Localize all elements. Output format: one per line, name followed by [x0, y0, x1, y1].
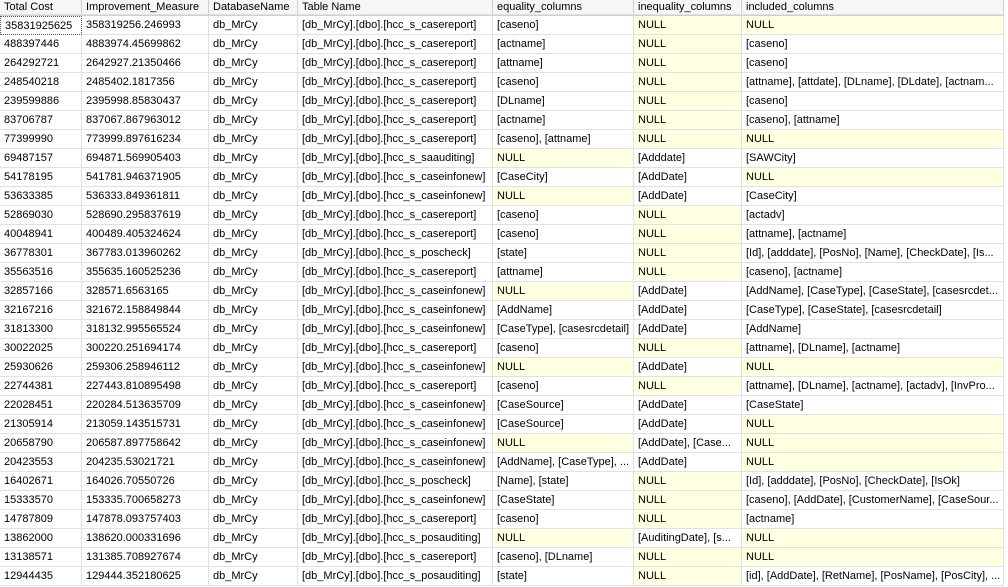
table-cell[interactable]: [AddDate]: [634, 301, 742, 320]
table-cell[interactable]: [attname]: [493, 54, 634, 73]
table-cell[interactable]: [db_MrCy].[dbo].[hcc_s_casereport]: [298, 263, 493, 282]
table-cell[interactable]: 40048941: [0, 225, 82, 244]
table-cell[interactable]: 16402671: [0, 472, 82, 491]
table-cell[interactable]: [caseno], [AddDate], [CustomerName], [CaseSour...: [742, 491, 1004, 510]
table-cell[interactable]: [AddDate]: [634, 415, 742, 434]
table-cell[interactable]: 83706787: [0, 111, 82, 130]
table-cell[interactable]: [attname], [DLname], [actname], [actadv], [InvPro...: [742, 377, 1004, 396]
table-cell[interactable]: [db_MrCy].[dbo].[hcc_s_caseinfonew]: [298, 187, 493, 206]
table-row[interactable]: [0, 54, 1004, 73]
table-cell[interactable]: [actadv]: [742, 206, 1004, 225]
table-cell[interactable]: NULL: [634, 472, 742, 491]
table-cell[interactable]: [caseno]: [493, 16, 634, 35]
table-cell[interactable]: 227443.810895498: [82, 377, 209, 396]
table-cell[interactable]: 138620.000331696: [82, 529, 209, 548]
table-cell[interactable]: db_MrCy: [209, 453, 298, 472]
table-row[interactable]: [0, 415, 1004, 434]
table-cell[interactable]: 36778301: [0, 244, 82, 263]
table-cell[interactable]: NULL: [634, 92, 742, 111]
table-cell[interactable]: [caseno], [attname]: [742, 111, 1004, 130]
table-row[interactable]: [0, 320, 1004, 339]
table-cell[interactable]: NULL: [634, 377, 742, 396]
table-cell[interactable]: 52869030: [0, 206, 82, 225]
table-cell[interactable]: [caseno]: [493, 339, 634, 358]
table-row[interactable]: [0, 168, 1004, 187]
table-row[interactable]: [0, 187, 1004, 206]
table-cell[interactable]: 358319256.246993: [82, 16, 209, 35]
table-cell[interactable]: [db_MrCy].[dbo].[hcc_s_caseinfonew]: [298, 301, 493, 320]
table-cell[interactable]: 53633385: [0, 187, 82, 206]
table-cell[interactable]: db_MrCy: [209, 282, 298, 301]
table-cell[interactable]: [attname]: [493, 263, 634, 282]
table-row[interactable]: [0, 491, 1004, 510]
table-cell[interactable]: [caseno]: [742, 35, 1004, 54]
table-cell[interactable]: db_MrCy: [209, 491, 298, 510]
table-cell[interactable]: [caseno]: [493, 377, 634, 396]
table-cell[interactable]: NULL: [742, 168, 1004, 187]
table-row[interactable]: [0, 453, 1004, 472]
table-cell[interactable]: [db_MrCy].[dbo].[hcc_s_casereport]: [298, 548, 493, 567]
table-cell[interactable]: 2395998.85830437: [82, 92, 209, 111]
table-cell[interactable]: db_MrCy: [209, 35, 298, 54]
table-cell[interactable]: NULL: [634, 111, 742, 130]
table-row[interactable]: [0, 396, 1004, 415]
table-cell[interactable]: 318132.995565524: [82, 320, 209, 339]
table-cell[interactable]: db_MrCy: [209, 301, 298, 320]
table-cell[interactable]: 206587.897758642: [82, 434, 209, 453]
table-cell[interactable]: NULL: [634, 263, 742, 282]
table-cell[interactable]: db_MrCy: [209, 548, 298, 567]
table-cell[interactable]: [db_MrCy].[dbo].[hcc_s_caseinfonew]: [298, 282, 493, 301]
table-cell[interactable]: db_MrCy: [209, 567, 298, 586]
column-header[interactable]: DatabaseName: [209, 0, 298, 15]
table-cell[interactable]: [attname], [attdate], [DLname], [DLdate], [actnam...: [742, 73, 1004, 92]
table-cell[interactable]: NULL: [634, 510, 742, 529]
table-row[interactable]: [0, 263, 1004, 282]
table-row[interactable]: [0, 73, 1004, 92]
table-cell[interactable]: NULL: [742, 548, 1004, 567]
table-cell[interactable]: NULL: [742, 130, 1004, 149]
table-cell[interactable]: [caseno], [DLname]: [493, 548, 634, 567]
table-row[interactable]: [0, 35, 1004, 54]
table-row[interactable]: [0, 358, 1004, 377]
table-cell[interactable]: db_MrCy: [209, 434, 298, 453]
table-row[interactable]: [0, 434, 1004, 453]
table-cell[interactable]: 31813300: [0, 320, 82, 339]
table-cell[interactable]: db_MrCy: [209, 168, 298, 187]
table-cell[interactable]: 400489.405324624: [82, 225, 209, 244]
table-cell[interactable]: [db_MrCy].[dbo].[hcc_s_saauditing]: [298, 149, 493, 168]
table-cell[interactable]: NULL: [634, 35, 742, 54]
table-row[interactable]: [0, 130, 1004, 149]
table-cell[interactable]: [db_MrCy].[dbo].[hcc_s_casereport]: [298, 206, 493, 225]
table-cell[interactable]: [AddName]: [493, 301, 634, 320]
table-cell[interactable]: 129444.352180625: [82, 567, 209, 586]
table-cell[interactable]: 2642927.21350466: [82, 54, 209, 73]
table-cell[interactable]: 837067.867963012: [82, 111, 209, 130]
table-cell[interactable]: 54178195: [0, 168, 82, 187]
table-cell[interactable]: NULL: [742, 434, 1004, 453]
table-cell[interactable]: [AuditingDate], [s...: [634, 529, 742, 548]
table-row[interactable]: [0, 149, 1004, 168]
table-cell[interactable]: 32857166: [0, 282, 82, 301]
table-cell[interactable]: [AddName], [CaseType], [CaseState], [casesrcdet...: [742, 282, 1004, 301]
table-cell[interactable]: NULL: [634, 491, 742, 510]
table-cell[interactable]: 22744381: [0, 377, 82, 396]
table-cell[interactable]: [db_MrCy].[dbo].[hcc_s_casereport]: [298, 111, 493, 130]
table-cell[interactable]: 12944435: [0, 567, 82, 586]
table-cell[interactable]: 32167216: [0, 301, 82, 320]
table-cell[interactable]: 69487157: [0, 149, 82, 168]
table-cell[interactable]: [state]: [493, 244, 634, 263]
table-cell[interactable]: [attname], [DLname], [actname]: [742, 339, 1004, 358]
table-cell[interactable]: 153335.700658273: [82, 491, 209, 510]
table-cell[interactable]: db_MrCy: [209, 111, 298, 130]
table-cell[interactable]: 321672.158849844: [82, 301, 209, 320]
table-cell[interactable]: db_MrCy: [209, 206, 298, 225]
table-cell[interactable]: db_MrCy: [209, 54, 298, 73]
table-row[interactable]: [0, 225, 1004, 244]
table-cell[interactable]: [CaseType], [casesrcdetail]: [493, 320, 634, 339]
table-cell[interactable]: db_MrCy: [209, 149, 298, 168]
table-cell[interactable]: 35831925625: [0, 16, 82, 35]
table-cell[interactable]: db_MrCy: [209, 396, 298, 415]
table-cell[interactable]: NULL: [634, 225, 742, 244]
table-cell[interactable]: 528690.295837619: [82, 206, 209, 225]
table-cell[interactable]: [caseno]: [742, 92, 1004, 111]
table-row[interactable]: [0, 16, 1004, 35]
table-cell[interactable]: db_MrCy: [209, 92, 298, 111]
table-cell[interactable]: [db_MrCy].[dbo].[hcc_s_casereport]: [298, 35, 493, 54]
table-cell[interactable]: 220284.513635709: [82, 396, 209, 415]
table-cell[interactable]: NULL: [634, 339, 742, 358]
table-cell[interactable]: [db_MrCy].[dbo].[hcc_s_poscheck]: [298, 244, 493, 263]
table-cell[interactable]: [CaseSource]: [493, 415, 634, 434]
table-cell[interactable]: [caseno], [attname]: [493, 130, 634, 149]
table-cell[interactable]: [AddDate]: [634, 453, 742, 472]
table-cell[interactable]: db_MrCy: [209, 529, 298, 548]
table-cell[interactable]: NULL: [634, 206, 742, 225]
table-cell[interactable]: [db_MrCy].[dbo].[hcc_s_caseinfonew]: [298, 320, 493, 339]
table-cell[interactable]: NULL: [493, 282, 634, 301]
table-cell[interactable]: db_MrCy: [209, 472, 298, 491]
table-cell[interactable]: 355635.160525236: [82, 263, 209, 282]
table-row[interactable]: [0, 111, 1004, 130]
table-cell[interactable]: db_MrCy: [209, 263, 298, 282]
table-cell[interactable]: [actname]: [493, 111, 634, 130]
table-cell[interactable]: 213059.143515731: [82, 415, 209, 434]
table-cell[interactable]: 21305914: [0, 415, 82, 434]
table-cell[interactable]: NULL: [634, 73, 742, 92]
table-cell[interactable]: [db_MrCy].[dbo].[hcc_s_caseinfonew]: [298, 168, 493, 187]
table-cell[interactable]: db_MrCy: [209, 130, 298, 149]
table-cell[interactable]: db_MrCy: [209, 339, 298, 358]
table-row[interactable]: [0, 548, 1004, 567]
column-header[interactable]: inequality_columns: [634, 0, 742, 15]
table-cell[interactable]: [AddName]: [742, 320, 1004, 339]
table-cell[interactable]: NULL: [634, 54, 742, 73]
table-cell[interactable]: [db_MrCy].[dbo].[hcc_s_caseinfonew]: [298, 396, 493, 415]
table-cell[interactable]: [actname]: [493, 35, 634, 54]
table-cell[interactable]: 773999.897616234: [82, 130, 209, 149]
table-cell[interactable]: [db_MrCy].[dbo].[hcc_s_posauditing]: [298, 529, 493, 548]
table-cell[interactable]: 20423553: [0, 453, 82, 472]
table-cell[interactable]: [db_MrCy].[dbo].[hcc_s_casereport]: [298, 54, 493, 73]
table-cell[interactable]: db_MrCy: [209, 225, 298, 244]
table-cell[interactable]: [caseno]: [493, 73, 634, 92]
table-row[interactable]: [0, 244, 1004, 263]
table-row[interactable]: [0, 282, 1004, 301]
table-cell[interactable]: NULL: [493, 149, 634, 168]
table-row[interactable]: [0, 510, 1004, 529]
table-cell[interactable]: [db_MrCy].[dbo].[hcc_s_caseinfonew]: [298, 453, 493, 472]
column-header[interactable]: Table Name: [298, 0, 493, 15]
table-cell[interactable]: 15333570: [0, 491, 82, 510]
table-cell[interactable]: [caseno]: [493, 206, 634, 225]
table-cell[interactable]: [caseno], [actname]: [742, 263, 1004, 282]
table-row[interactable]: [0, 206, 1004, 225]
table-cell[interactable]: 30022025: [0, 339, 82, 358]
table-cell[interactable]: [db_MrCy].[dbo].[hcc_s_caseinfonew]: [298, 491, 493, 510]
table-cell[interactable]: NULL: [634, 16, 742, 35]
table-cell[interactable]: 77399990: [0, 130, 82, 149]
table-cell[interactable]: [AddDate], [Case...: [634, 434, 742, 453]
column-header[interactable]: equality_columns: [493, 0, 634, 15]
table-cell[interactable]: 147878.093757403: [82, 510, 209, 529]
table-cell[interactable]: 259306.258946112: [82, 358, 209, 377]
table-cell[interactable]: [db_MrCy].[dbo].[hcc_s_casereport]: [298, 225, 493, 244]
table-cell[interactable]: db_MrCy: [209, 16, 298, 35]
table-cell[interactable]: 239599886: [0, 92, 82, 111]
table-cell[interactable]: 4883974.45699862: [82, 35, 209, 54]
table-cell[interactable]: db_MrCy: [209, 320, 298, 339]
table-row[interactable]: [0, 529, 1004, 548]
table-cell[interactable]: [db_MrCy].[dbo].[hcc_s_casereport]: [298, 510, 493, 529]
table-cell[interactable]: [SAWCity]: [742, 149, 1004, 168]
table-cell[interactable]: 22028451: [0, 396, 82, 415]
table-cell[interactable]: NULL: [634, 548, 742, 567]
table-cell[interactable]: 367783.013960262: [82, 244, 209, 263]
table-cell[interactable]: 20658790: [0, 434, 82, 453]
table-cell[interactable]: [CaseCity]: [493, 168, 634, 187]
table-cell[interactable]: 300220.251694174: [82, 339, 209, 358]
table-cell[interactable]: [db_MrCy].[dbo].[hcc_s_caseinfonew]: [298, 434, 493, 453]
table-cell[interactable]: NULL: [493, 529, 634, 548]
table-cell[interactable]: [Id], [adddate], [PosNo], [Name], [CheckDate], [Is...: [742, 244, 1004, 263]
column-header[interactable]: Total Cost: [0, 0, 82, 15]
column-header[interactable]: Improvement_Measure: [82, 0, 209, 15]
table-cell[interactable]: [db_MrCy].[dbo].[hcc_s_casereport]: [298, 377, 493, 396]
table-cell[interactable]: 131385.708927674: [82, 548, 209, 567]
table-cell[interactable]: NULL: [742, 16, 1004, 35]
table-cell[interactable]: 25930626: [0, 358, 82, 377]
table-cell[interactable]: [db_MrCy].[dbo].[hcc_s_caseinfonew]: [298, 415, 493, 434]
table-cell[interactable]: 164026.70550726: [82, 472, 209, 491]
table-cell[interactable]: 35563516: [0, 263, 82, 282]
table-cell[interactable]: [AddDate]: [634, 320, 742, 339]
table-cell[interactable]: NULL: [493, 358, 634, 377]
table-cell[interactable]: 328571.6563165: [82, 282, 209, 301]
table-row[interactable]: [0, 92, 1004, 111]
table-cell[interactable]: [CaseCity]: [742, 187, 1004, 206]
table-row[interactable]: [0, 339, 1004, 358]
table-cell[interactable]: [db_MrCy].[dbo].[hcc_s_casereport]: [298, 92, 493, 111]
table-cell[interactable]: 694871.569905403: [82, 149, 209, 168]
table-cell[interactable]: NULL: [742, 415, 1004, 434]
table-cell[interactable]: db_MrCy: [209, 187, 298, 206]
table-cell[interactable]: [actname]: [742, 510, 1004, 529]
table-cell[interactable]: [state]: [493, 567, 634, 586]
table-row[interactable]: [0, 301, 1004, 320]
table-cell[interactable]: 248540218: [0, 73, 82, 92]
table-cell[interactable]: NULL: [634, 244, 742, 263]
table-cell[interactable]: [AddDate]: [634, 396, 742, 415]
table-cell[interactable]: 536333.849361811: [82, 187, 209, 206]
table-cell[interactable]: [Name], [state]: [493, 472, 634, 491]
table-cell[interactable]: 264292721: [0, 54, 82, 73]
grid-header: [0, 0, 1004, 16]
table-cell[interactable]: 204235.53021721: [82, 453, 209, 472]
table-cell[interactable]: [caseno]: [742, 54, 1004, 73]
table-cell[interactable]: 14787809: [0, 510, 82, 529]
table-cell[interactable]: [id], [AddDate], [RetName], [PosName], [PosCity], ...: [742, 567, 1004, 586]
table-cell[interactable]: [CaseSource]: [493, 396, 634, 415]
table-cell[interactable]: 488397446: [0, 35, 82, 54]
table-cell[interactable]: 13862000: [0, 529, 82, 548]
table-cell[interactable]: [caseno]: [493, 225, 634, 244]
table-cell[interactable]: NULL: [493, 187, 634, 206]
table-cell[interactable]: [db_MrCy].[dbo].[hcc_s_casereport]: [298, 73, 493, 92]
table-row[interactable]: [0, 377, 1004, 396]
table-cell[interactable]: NULL: [493, 434, 634, 453]
table-cell[interactable]: [db_MrCy].[dbo].[hcc_s_posauditing]: [298, 567, 493, 586]
table-cell[interactable]: 541781.946371905: [82, 168, 209, 187]
table-cell[interactable]: NULL: [634, 567, 742, 586]
table-cell[interactable]: [CaseType], [CaseState], [casesrcdetail]: [742, 301, 1004, 320]
table-cell[interactable]: NULL: [634, 130, 742, 149]
table-cell[interactable]: db_MrCy: [209, 377, 298, 396]
table-cell[interactable]: db_MrCy: [209, 244, 298, 263]
table-cell[interactable]: [caseno]: [493, 510, 634, 529]
column-header[interactable]: included_columns: [742, 0, 1004, 15]
table-row[interactable]: [0, 567, 1004, 586]
table-cell[interactable]: db_MrCy: [209, 510, 298, 529]
table-cell[interactable]: NULL: [742, 453, 1004, 472]
table-cell[interactable]: 2485402.1817356: [82, 73, 209, 92]
table-cell[interactable]: 13138571: [0, 548, 82, 567]
table-cell[interactable]: NULL: [742, 529, 1004, 548]
table-cell[interactable]: [db_MrCy].[dbo].[hcc_s_casereport]: [298, 16, 493, 35]
table-cell[interactable]: [db_MrCy].[dbo].[hcc_s_casereport]: [298, 130, 493, 149]
table-cell[interactable]: [AddDate]: [634, 358, 742, 377]
table-cell[interactable]: [attname], [actname]: [742, 225, 1004, 244]
table-cell[interactable]: [DLname]: [493, 92, 634, 111]
table-cell[interactable]: [CaseState]: [493, 491, 634, 510]
table-cell[interactable]: [Adddate]: [634, 149, 742, 168]
table-cell[interactable]: [AddDate]: [634, 187, 742, 206]
table-cell[interactable]: db_MrCy: [209, 415, 298, 434]
table-cell[interactable]: [db_MrCy].[dbo].[hcc_s_poscheck]: [298, 472, 493, 491]
table-cell[interactable]: [Id], [adddate], [PosNo], [CheckDate], [IsOk]: [742, 472, 1004, 491]
table-cell[interactable]: [AddDate]: [634, 282, 742, 301]
table-cell[interactable]: [AddName], [CaseType], ...: [493, 453, 634, 472]
table-cell[interactable]: [db_MrCy].[dbo].[hcc_s_casereport]: [298, 339, 493, 358]
table-cell[interactable]: db_MrCy: [209, 73, 298, 92]
table-cell[interactable]: db_MrCy: [209, 358, 298, 377]
table-cell[interactable]: NULL: [742, 358, 1004, 377]
table-cell[interactable]: [CaseState]: [742, 396, 1004, 415]
table-row[interactable]: [0, 472, 1004, 491]
table-cell[interactable]: [db_MrCy].[dbo].[hcc_s_caseinfonew]: [298, 358, 493, 377]
table-cell[interactable]: [AddDate]: [634, 168, 742, 187]
